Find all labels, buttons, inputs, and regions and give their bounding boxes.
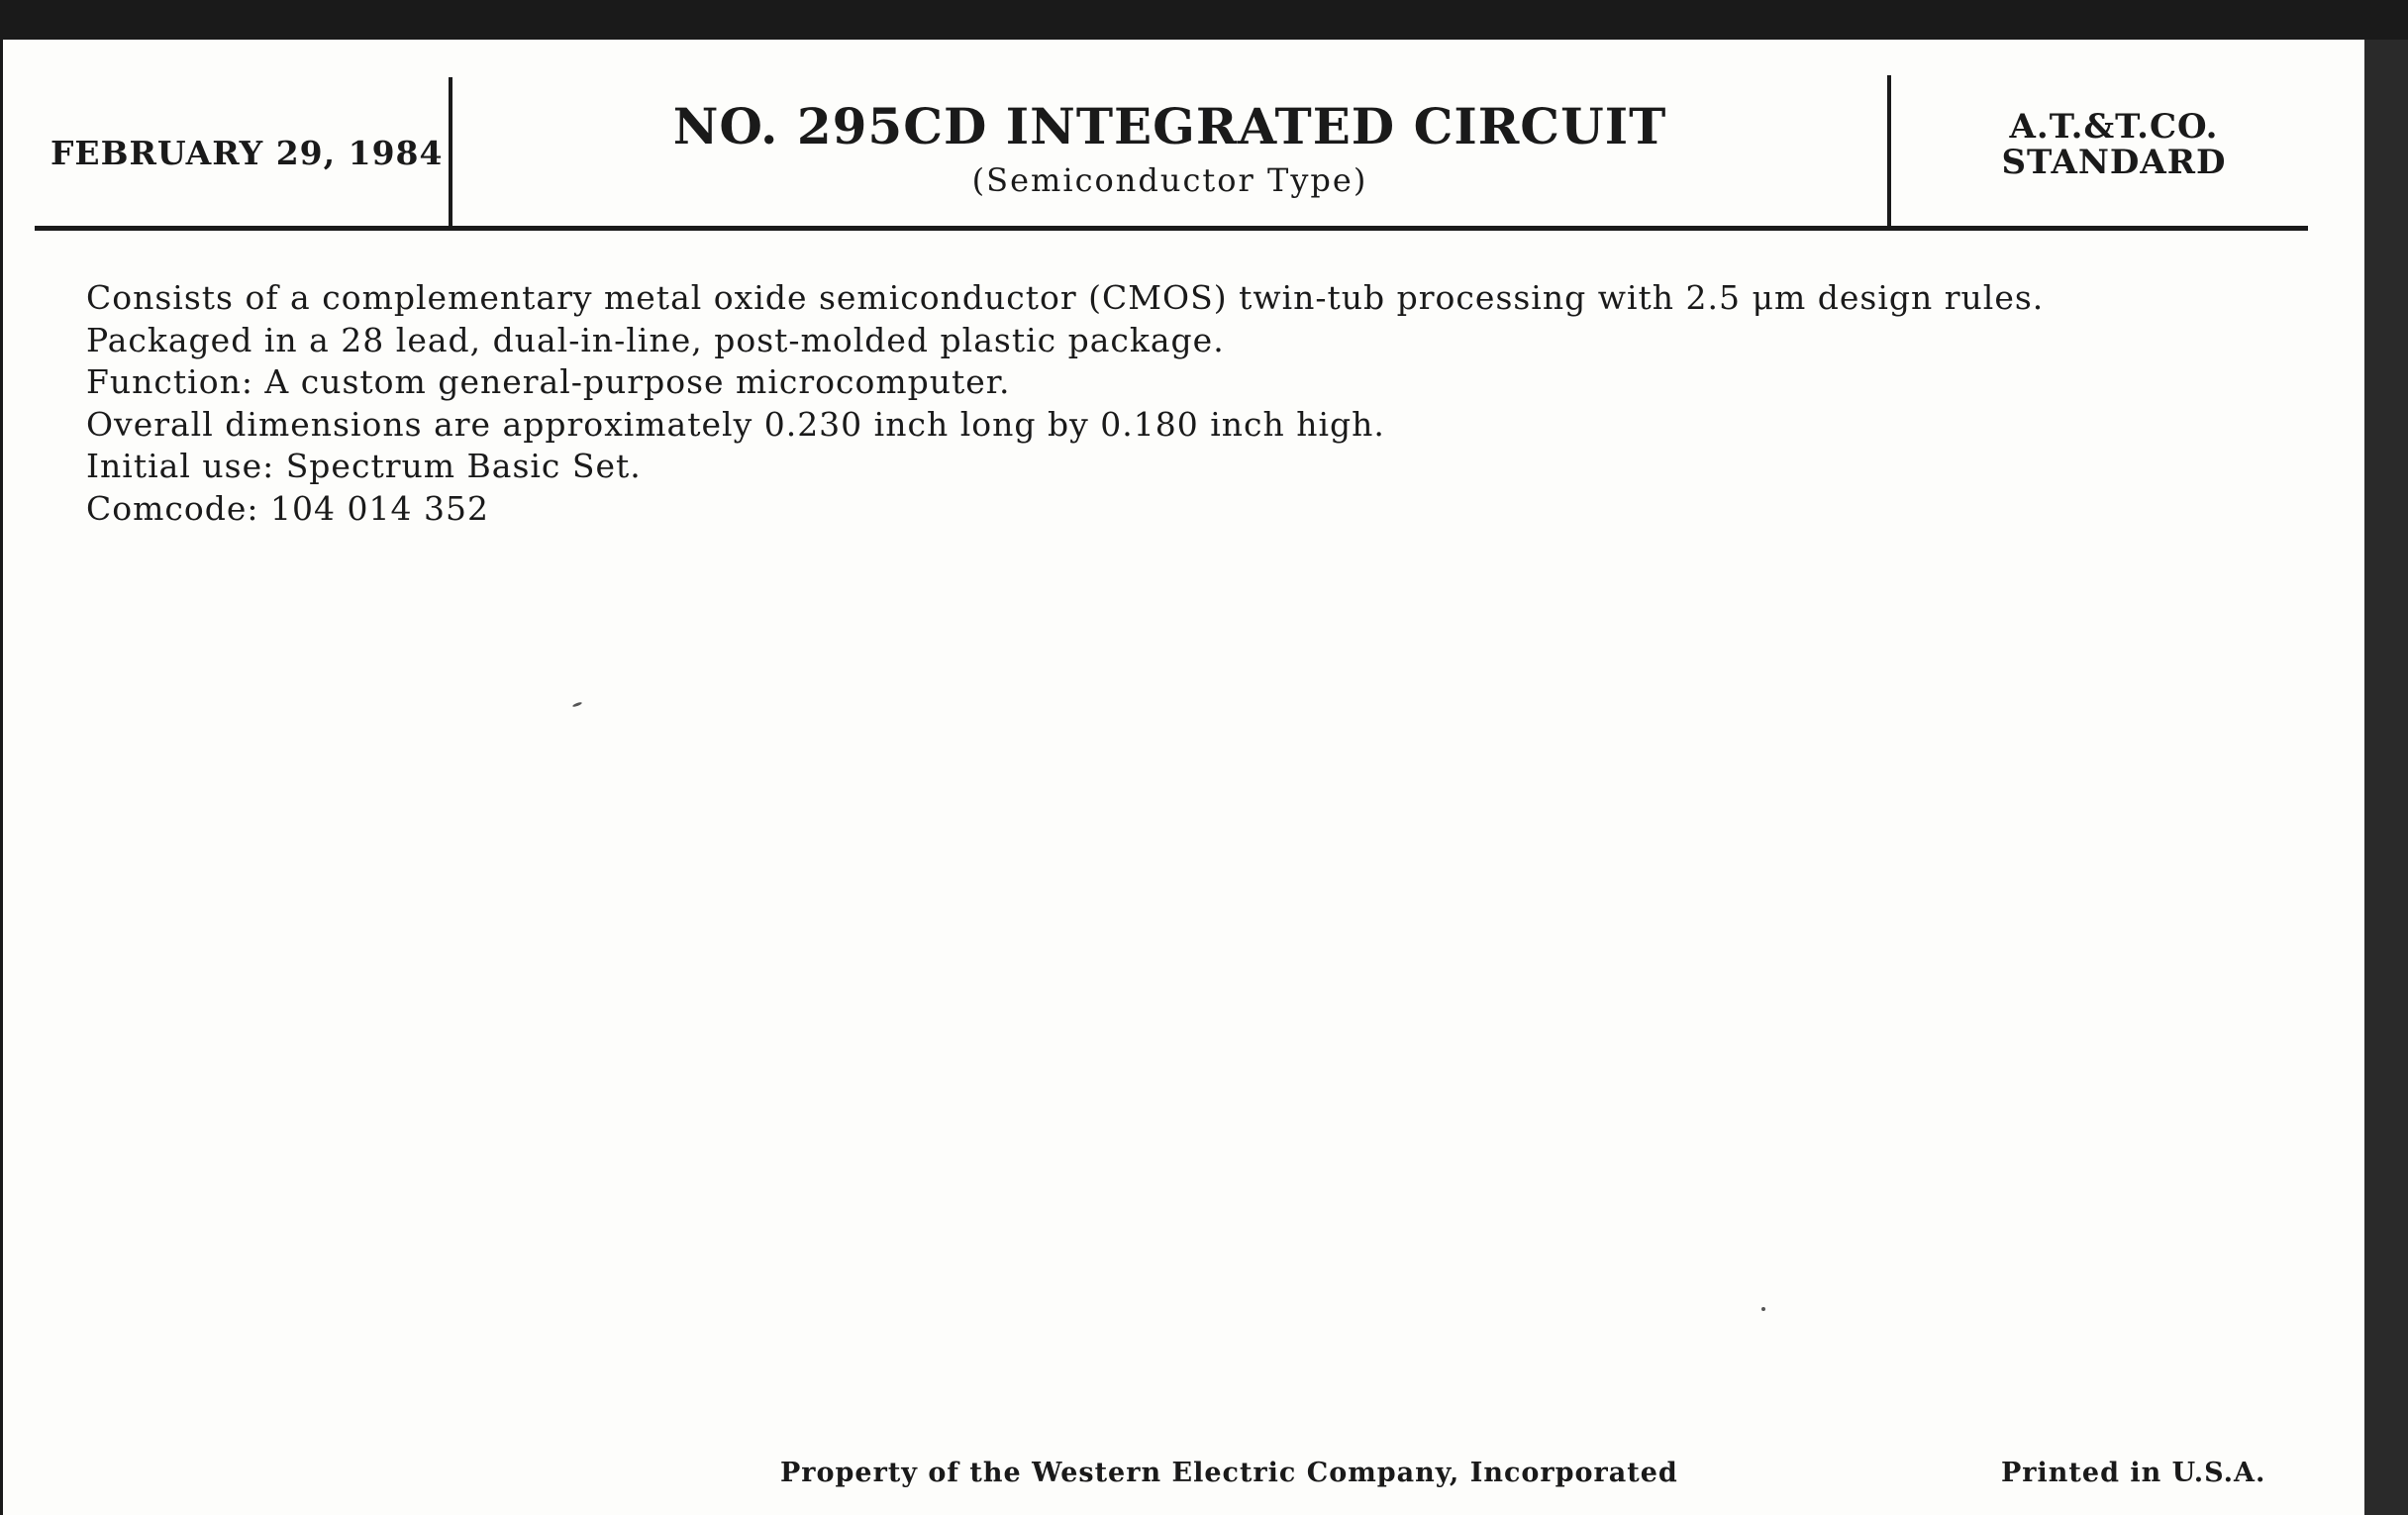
standard-company: A.T.&T.CO.: [2009, 107, 2219, 147]
scan-edge-shadow: [2364, 40, 2408, 1515]
description-line-comcode: Comcode: 104 014 352: [86, 488, 489, 528]
description-line-initial-use: Initial use: Spectrum Basic Set.: [86, 447, 642, 485]
document-title: NO. 295CD INTEGRATED CIRCUIT: [672, 97, 1667, 155]
paper-speck: [1761, 1307, 1765, 1311]
header-rule: [35, 226, 2308, 231]
standard-block: [1891, 109, 2337, 180]
description-body: [86, 277, 2264, 530]
paper-speck: [572, 701, 582, 707]
document-subtitle: (Semiconductor Type): [971, 161, 1368, 199]
card-header: [3, 40, 2364, 228]
description-line-dimensions: Overall dimensions are approximately 0.230 inch long by 0.180 inch high.: [86, 404, 1385, 444]
description-line-construction: Consists of a complementary metal oxide semiconductor (CMOS) twin-tub processing with 2.5 μm design rules.: [86, 278, 2045, 317]
description-line-function: Function: A custom general-purpose microcomputer.: [86, 362, 1011, 401]
footer-property-notice: Property of the Western Electric Company, Incorporated: [780, 1458, 1678, 1488]
specification-card: [3, 40, 2364, 1515]
standard-label: STANDARD: [2001, 143, 2227, 182]
footer-printed-in: Printed in U.S.A.: [2001, 1458, 2266, 1488]
description-line-package: Packaged in a 28 lead, dual-in-line, post-molded plastic package.: [86, 320, 1225, 359]
issue-date: FEBRUARY 29, 1984: [50, 134, 444, 172]
title-block: [452, 97, 1887, 199]
